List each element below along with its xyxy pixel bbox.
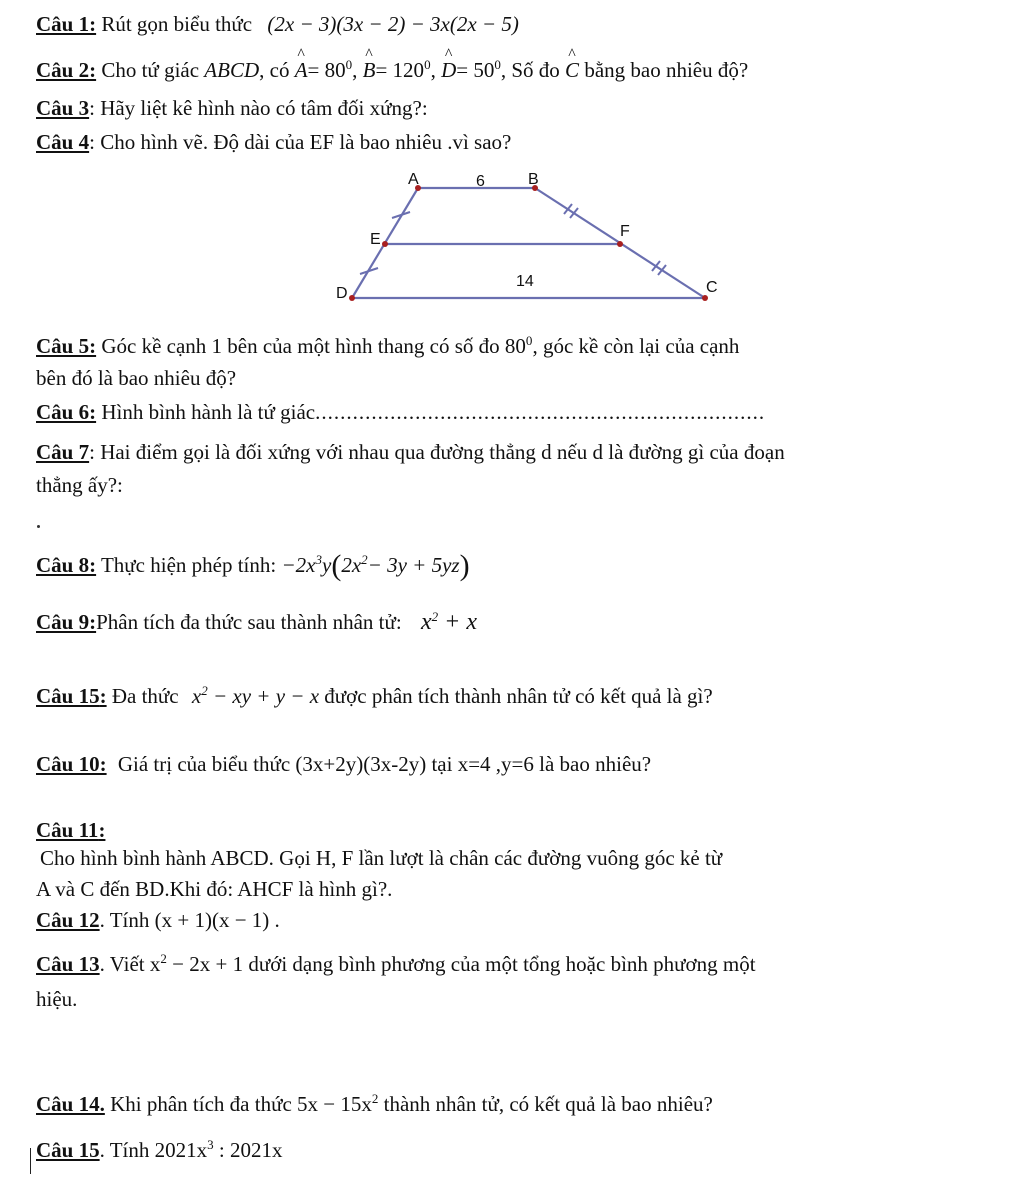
question-11-colon: :	[98, 818, 106, 842]
question-13	[36, 952, 756, 977]
question-8-label: Câu 8:	[36, 553, 97, 577]
question-11-line2: A và C đến BD.Khi đó: AHCF là hình gì?.	[36, 877, 393, 901]
question-11	[36, 818, 105, 843]
vertex-d	[349, 295, 355, 301]
question-11-line1: Cho hình bình hành ABCD. Gọi H, F lần lượt là chân các đường vuông góc kẻ từ	[40, 846, 723, 870]
question-9-expr-x: x	[420, 609, 432, 635]
question-10-text: Giá trị của biểu thức (3x+2y)(3x-2y) tại x=4 ,y=6 là bao nhiêu?	[117, 752, 652, 776]
question-15a-expr-x: x	[191, 684, 202, 708]
question-7-label: Câu 7	[36, 440, 90, 464]
question-11-label: Câu 11	[36, 818, 99, 842]
question-1-text: Rút gọn biểu thức	[101, 12, 253, 36]
double-tick-fc-2	[658, 265, 666, 275]
question-5-angle: 80	[504, 334, 526, 358]
question-15a	[36, 684, 713, 709]
question-1-label: Câu 1:	[36, 12, 97, 36]
question-7-line2: thẳng ấy?:	[36, 473, 123, 497]
question-10-label: Câu 10:	[36, 752, 107, 776]
question-2: Câu 2: Cho tứ giác ABCD, có ^ $A= 80^0$, ^ $B= 120^0$, ^ $D= 50^0$, Số đo ^ C bằng bao nhiêu độ?	[36, 58, 748, 83]
question-5-degree: 0	[525, 333, 533, 348]
question-15a-colon: :	[99, 684, 107, 708]
question-8-exp2: 2	[361, 552, 368, 567]
angle-d-degree: 0	[494, 57, 501, 72]
question-8-text: Thực hiện phép tính:	[100, 553, 277, 577]
question-15a-text2: được phân tích thành nhân tử có kết quả là gì?	[324, 684, 713, 708]
question-2-quad: ABCD	[204, 58, 260, 82]
question-13-line2: hiệu.	[36, 987, 78, 1011]
question-4-text: : Cho hình vẽ. Độ dài của EF là bao nhiêu .vì sao?	[89, 130, 512, 154]
question-1-expression: (2x − 3)(3x − 2) − 3x(2x − 5)	[267, 12, 519, 36]
question-15b-exp3: 3	[207, 1137, 214, 1152]
angle-c-hat: ^ C	[565, 58, 579, 83]
stray-dot	[37, 525, 40, 528]
question-5-text2: , góc kề còn lại của cạnh	[532, 334, 740, 358]
label-e: E	[370, 231, 381, 248]
angle-b-degree: 0	[424, 57, 431, 72]
angle-a-hat: ^ A	[295, 58, 308, 83]
question-5-label: Câu 5:	[36, 334, 97, 358]
double-tick-bf-2	[570, 208, 578, 218]
question-6-label: Câu 6:	[36, 400, 97, 424]
question-9-exp2: 2	[431, 609, 439, 624]
question-6-dots: ........................................................................	[315, 400, 766, 424]
question-14-exp2: 2	[371, 1091, 379, 1106]
question-3-text: : Hãy liệt kê hình nào có tâm đối xứng?:	[89, 96, 428, 120]
question-4-label: Câu 4	[36, 130, 90, 154]
question-14-label: Câu 14.	[36, 1092, 105, 1116]
close-paren: )	[459, 549, 470, 582]
label-c: C	[706, 279, 718, 296]
question-12	[36, 908, 280, 933]
question-15a-label: Câu 15	[36, 684, 100, 708]
question-14	[36, 1092, 713, 1117]
question-15a-expr-rest: − xy + y − x	[207, 684, 320, 708]
question-9-label: Câu 9:	[36, 610, 97, 634]
question-5	[36, 334, 739, 359]
question-12-label: Câu 12	[36, 908, 100, 932]
question-14-text-post: thành nhân tử, có kết quả là bao nhiêu?	[378, 1092, 713, 1116]
question-8-expr-y: y	[322, 553, 332, 577]
question-3	[36, 96, 428, 121]
angle-a-value: = 80	[307, 58, 346, 82]
label-d: D	[336, 285, 348, 302]
question-15a-exp2: 2	[201, 683, 208, 698]
question-2-tail1: Số đo	[511, 58, 560, 82]
question-13-exp2: 2	[160, 951, 167, 966]
question-6	[36, 400, 765, 425]
question-7	[36, 440, 785, 465]
trapezoid-figure	[330, 160, 730, 310]
question-9-expr-rest: + x	[438, 609, 477, 635]
question-8-expr-in2: − 3y + 5yz	[367, 553, 460, 577]
question-12-text: . Tính (x + 1)(x − 1) .	[99, 908, 280, 932]
angle-d-hat: ^ D	[441, 58, 456, 83]
question-2-tail2: bằng bao nhiêu độ?	[584, 58, 749, 82]
question-15b-label: Câu 15	[36, 1138, 100, 1162]
question-15a-text: Đa thức	[111, 684, 179, 708]
question-14-text-pre: Khi phân tích đa thức 5x − 15x	[110, 1092, 372, 1116]
open-paren: (	[331, 549, 342, 582]
question-4	[36, 130, 511, 155]
question-13-label: Câu 13	[36, 952, 100, 976]
vertex-e	[382, 241, 388, 247]
label-b: B	[528, 171, 539, 188]
question-15b-text-pre: . Tính 2021x	[99, 1138, 208, 1162]
double-tick-fc-1	[652, 261, 660, 271]
angle-d-value: = 50	[456, 58, 495, 82]
question-13-text-post: − 2x + 1 dưới dạng bình phương của một tổng hoặc bình phương một	[166, 952, 756, 976]
label-top-length: 6	[476, 173, 485, 190]
question-3-label: Câu 3	[36, 96, 90, 120]
question-15b	[36, 1138, 283, 1163]
angle-a-degree: 0	[345, 57, 353, 72]
question-8-expr-pre: −2x	[281, 553, 316, 577]
question-9-text: Phân tích đa thức sau thành nhân tử:	[96, 610, 402, 634]
question-10	[36, 752, 651, 777]
question-9	[36, 608, 477, 637]
question-13-text-pre: . Viết x	[99, 952, 161, 976]
question-2-text: Cho tứ giác	[101, 58, 200, 82]
question-15b-text-post: : 2021x	[213, 1138, 283, 1162]
question-2-co: , có	[259, 58, 290, 82]
label-bottom-length: 14	[516, 273, 534, 290]
question-7-text: : Hai điểm gọi là đối xứng với nhau qua đường thẳng d nếu d là đường gì của đoạn	[89, 440, 785, 464]
double-tick-bf-1	[564, 204, 572, 214]
angle-b-value: = 120	[375, 58, 425, 82]
question-5-text: Góc kề cạnh 1 bên của một hình thang có số đo	[101, 334, 500, 358]
question-8-expr-in1: 2x	[341, 553, 362, 577]
vertex-f	[617, 241, 623, 247]
question-8-exp3: 3	[315, 552, 322, 567]
angle-b-hat: ^ B	[363, 58, 376, 83]
question-2-label: Câu 2:	[36, 58, 97, 82]
question-8	[36, 548, 470, 584]
question-6-text: Hình bình hành là tứ giác	[101, 400, 316, 424]
label-f: F	[620, 223, 630, 240]
cursor-mark	[30, 1148, 31, 1174]
question-5-line2: bên đó là bao nhiêu độ?	[36, 366, 237, 390]
label-a: A	[408, 171, 419, 188]
question-1	[36, 12, 519, 37]
